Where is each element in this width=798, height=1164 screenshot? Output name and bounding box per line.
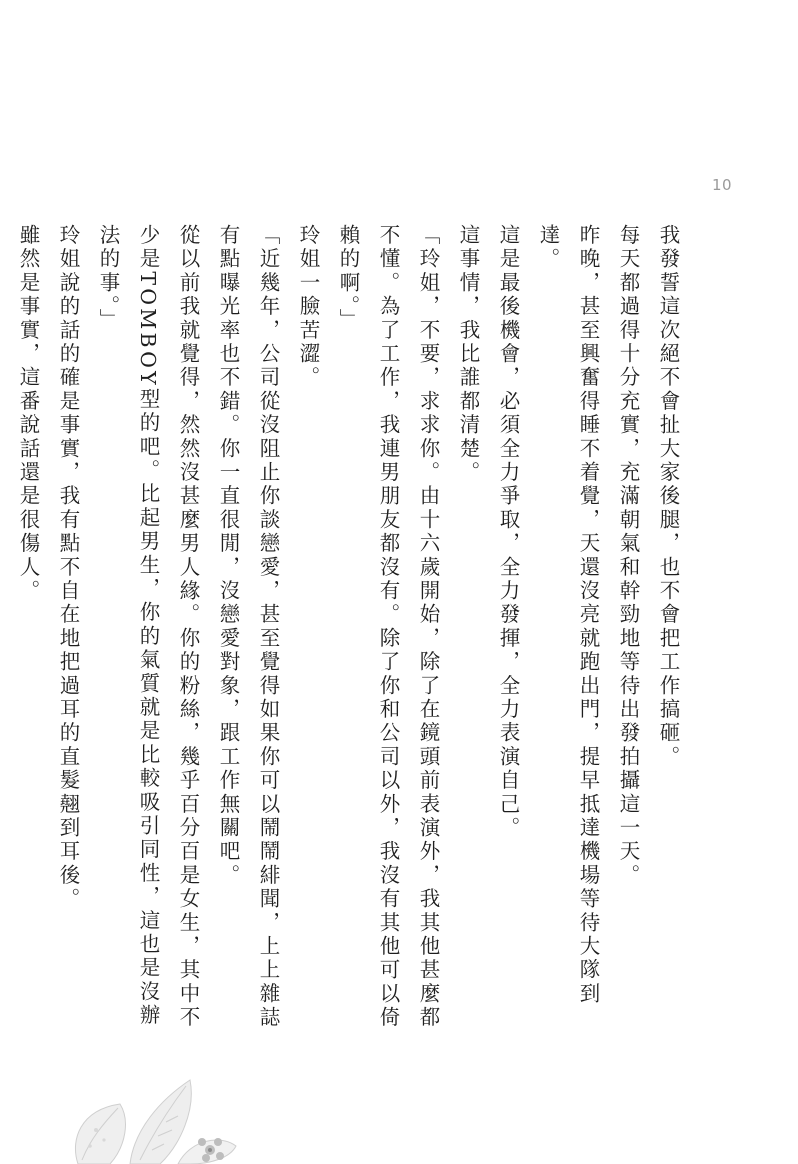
paragraph-1: 我發誓這次絕不會扯大家後腿，也不會把工作搞砸。 bbox=[656, 224, 680, 770]
paragraph-2: 每天都過得十分充實，充滿朝氣和幹勁地等待出發拍攝這一天。 bbox=[616, 224, 640, 888]
page-number: 10 bbox=[712, 176, 733, 194]
paragraph-6: 「玲姐，不要，求求你。由十六歲開始，除了在鏡頭前表演外，我其他甚麼都不懂。為了工作，我連男朋友都沒有。除了你和公司以外，我沒有其他可以倚賴的啊。」 bbox=[336, 224, 440, 1030]
paragraph-4: 這是最後機會，必須全力爭取，全力發揮，全力表演自己。 bbox=[496, 224, 520, 841]
paragraph-8: 「近幾年，公司從沒阻止你談戀愛，甚至覺得如果你可以鬧鬧緋聞，上上雜誌有點曝光率也不錯。你一直很閒，沒戀愛對象，跟工作無關吧。 bbox=[216, 224, 280, 1030]
paragraph-11: 雖然是事實，這番說話還是很傷人。 bbox=[16, 224, 40, 604]
paragraph-5: 這事情，我比誰都清楚。 bbox=[456, 224, 480, 485]
leaf-flower-watermark-icon bbox=[60, 1070, 240, 1164]
paragraph-9: 從以前我就覺得，然然沒甚麼男人緣。你的粉絲，幾乎百分百是女生，其中不少是TOMBOY型的吧。比起男生，你的氣質就是比較吸引同性，這也是沒辦法的事。」 bbox=[96, 224, 200, 1030]
paragraph-3: 昨晚，甚至興奮得睡不着覺，天還沒亮就跑出門，提早抵達機場等待大隊到達。 bbox=[536, 224, 600, 1007]
paragraph-7: 玲姐一臉苦澀。 bbox=[296, 224, 320, 390]
vertical-text-body bbox=[16, 224, 688, 1044]
paragraph-10: 玲姐說的話的確是事實，我有點不自在地把過耳的直髮翹到耳後。 bbox=[56, 224, 80, 912]
